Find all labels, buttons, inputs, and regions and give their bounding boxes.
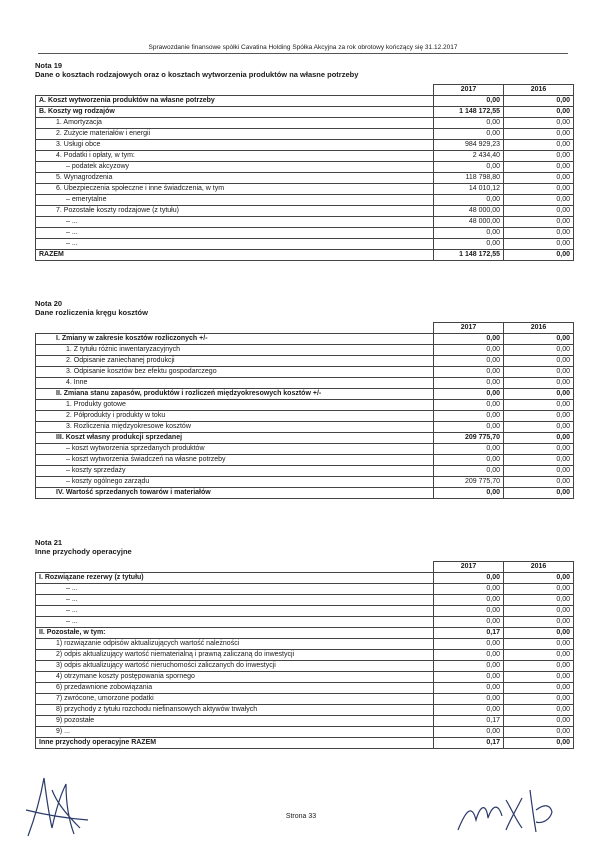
table-row: I. Rozwiązane rezerwy (z tytułu) 0,00 0,00 <box>36 573 574 584</box>
table-row: – podatek akcyzowy 0,00 0,00 <box>36 162 574 173</box>
table-row: – ... 0,00 0,00 <box>36 228 574 239</box>
table-row: – ... 0,00 0,00 <box>36 239 574 250</box>
table-row: B. Koszty wg rodzajów 1 148 172,55 0,00 <box>36 107 574 118</box>
nota-20 <box>35 299 574 499</box>
nota-21-table <box>35 561 574 749</box>
signature-right-icon <box>452 780 562 838</box>
table-header-row <box>36 85 574 96</box>
nota-20-title: Dane rozliczenia kręgu kosztów <box>35 308 148 317</box>
year-2017-header: 2017 <box>434 323 504 334</box>
table-row: – ... 0,00 0,00 <box>36 595 574 606</box>
table-row: A. Koszt wytworzenia produktów na własne potrzeby 0,00 0,00 <box>36 96 574 107</box>
table-row: 2. Zużycie materiałów i energii 0,00 0,00 <box>36 129 574 140</box>
nota-21 <box>35 538 574 749</box>
table-row: 1. Z tytułu różnic inwentaryzacyjnych 0,00 0,00 <box>36 345 574 356</box>
table-row: 6) przedawnione zobowiązania 0,00 0,00 <box>36 683 574 694</box>
table-row: – koszty sprzedaży 0,00 0,00 <box>36 466 574 477</box>
year-2016-header: 2016 <box>504 323 574 334</box>
table-row: 2. Półprodukty i produkty w toku 0,00 0,00 <box>36 411 574 422</box>
page-number: Strona 33 <box>285 813 317 820</box>
nota-20-table <box>35 322 574 499</box>
table-row: 3) odpis aktualizujący wartość nieruchomości zaliczanych do inwestycji 0,00 0,00 <box>36 661 574 672</box>
year-2017-header: 2017 <box>434 562 504 573</box>
table-row: – koszt wytworzenia sprzedanych produktów 0,00 0,00 <box>36 444 574 455</box>
nota-19-title: Dane o kosztach rodzajowych oraz o kosztach wytworzenia produktów na własne potrzeby <box>35 70 359 79</box>
table-row: 7. Pozostałe koszty rodzajowe (z tytułu) 48 000,00 0,00 <box>36 206 574 217</box>
table-header-row <box>36 323 574 334</box>
table-row: 7) zwrócone, umorzone podatki 0,00 0,00 <box>36 694 574 705</box>
table-row: I. Zmiany w zakresie kosztów rozliczonych +/- 0,00 0,00 <box>36 334 574 345</box>
year-2017-header: 2017 <box>434 85 504 96</box>
table-row: 5. Wynagrodzenia 118 798,80 0,00 <box>36 173 574 184</box>
table-row: 4. Podatki i opłaty, w tym: 2 434,40 0,00 <box>36 151 574 162</box>
table-row: – emerytalne 0,00 0,00 <box>36 195 574 206</box>
table-header-row <box>36 562 574 573</box>
nota-19-table <box>35 84 574 261</box>
table-row: – ... 0,00 0,00 <box>36 606 574 617</box>
nota-21-number: Nota 21 <box>35 538 63 547</box>
table-row: 3. Rozliczenia międzyokresowe kosztów 0,00 0,00 <box>36 422 574 433</box>
table-row: 9) ... 0,00 0,00 <box>36 727 574 738</box>
nota-21-title: Inne przychody operacyjne <box>35 547 132 556</box>
table-row: 3. Usługi obce 984 929,23 0,00 <box>36 140 574 151</box>
table-row: 2) odpis aktualizujący wartość niematerialną i prawną zaliczaną do inwestycji 0,00 0,00 <box>36 650 574 661</box>
table-row: 6. Ubezpieczenia społeczne i inne świadczenia, w tym 14 010,12 0,00 <box>36 184 574 195</box>
table-row: – koszty ogólnego zarządu 209 775,70 0,00 <box>36 477 574 488</box>
nota-19-number: Nota 19 <box>35 61 63 70</box>
nota-19 <box>35 61 574 261</box>
table-row: IV. Wartość sprzedanych towarów i materiałów 0,00 0,00 <box>36 488 574 499</box>
nota-20-number: Nota 20 <box>35 299 63 308</box>
year-2016-header: 2016 <box>504 85 574 96</box>
table-row: 4) otrzymane koszty postępowania spornego 0,00 0,00 <box>36 672 574 683</box>
signature-left-icon <box>22 770 92 842</box>
table-row: III. Koszt własny produkcji sprzedanej 209 775,70 0,00 <box>36 433 574 444</box>
table-row: 8) przychody z tytułu rozchodu niefinansowych aktywów trwałych 0,00 0,00 <box>36 705 574 716</box>
table-row: – koszt wytworzenia świadczeń na własne potrzeby 0,00 0,00 <box>36 455 574 466</box>
table-row: 1. Produkty gotowe 0,00 0,00 <box>36 400 574 411</box>
table-row: 1. Amortyzacja 0,00 0,00 <box>36 118 574 129</box>
total-row: RAZEM 1 148 172,55 0,00 <box>36 250 574 261</box>
table-row: – ... 0,00 0,00 <box>36 584 574 595</box>
table-row: 1) rozwiązanie odpisów aktualizujących wartość należności 0,00 0,00 <box>36 639 574 650</box>
table-row: II. Pozostałe, w tym: 0,17 0,00 <box>36 628 574 639</box>
table-row: – ... 0,00 0,00 <box>36 617 574 628</box>
table-row: II. Zmiana stanu zapasów, produktów i rozliczeń międzyokresowych kosztów +/- 0,00 0,00 <box>36 389 574 400</box>
page-header: Sprawozdanie finansowe spółki Cavatina Holding Spółka Akcyjna za rok obrotowy kończący się 31.12.2017 <box>38 44 568 54</box>
table-row: 9) pozostałe 0,17 0,00 <box>36 716 574 727</box>
table-row: 2. Odpisanie zaniechanej produkcji 0,00 0,00 <box>36 356 574 367</box>
table-row: – ... 48 000,00 0,00 <box>36 217 574 228</box>
table-row: 4. Inne 0,00 0,00 <box>36 378 574 389</box>
table-row: 3. Odpisanie kosztów bez efektu gospodarczego 0,00 0,00 <box>36 367 574 378</box>
year-2016-header: 2016 <box>504 562 574 573</box>
total-row: Inne przychody operacyjne RAZEM 0,17 0,00 <box>36 738 574 749</box>
